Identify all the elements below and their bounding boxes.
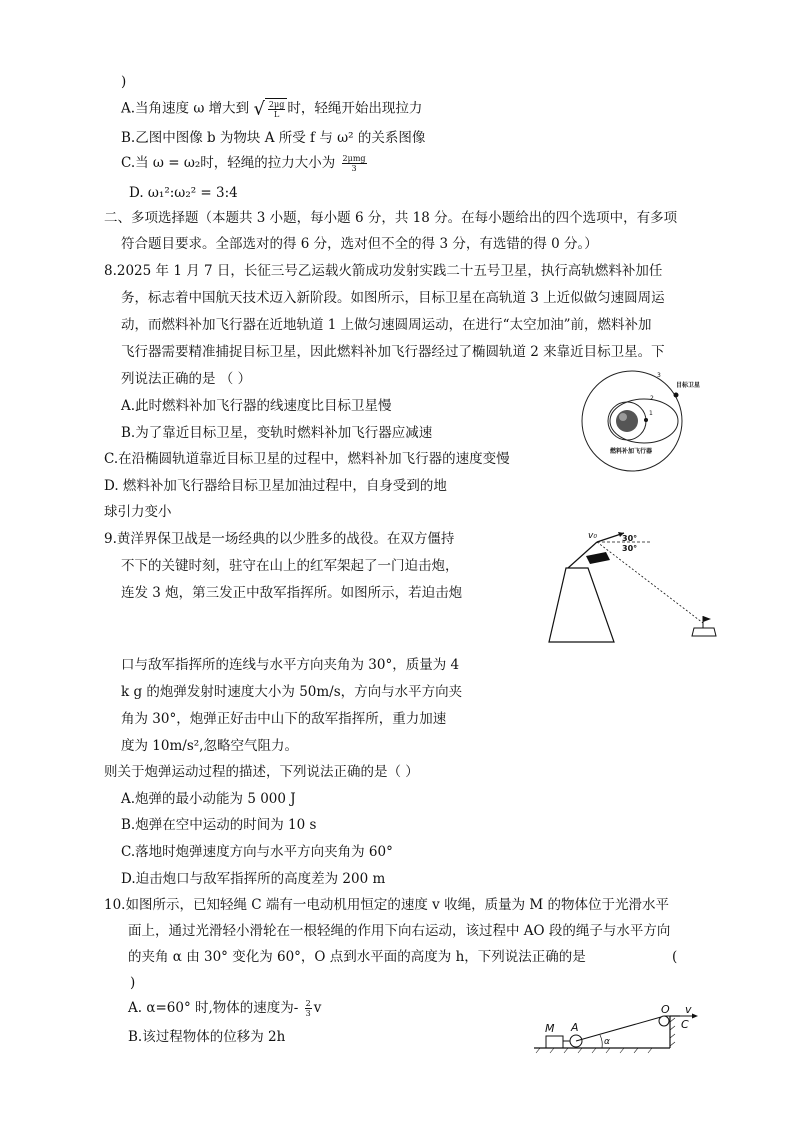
q7-option-a-suffix: 时，轻绳开始出现拉力	[287, 100, 423, 117]
q10-stem-line2: 面上，通过光滑轻小滑轮在一根轻绳的作用下向右运动，该过程中 AO 段的绳子与水平方向	[128, 923, 671, 939]
label-v: v	[685, 1003, 692, 1016]
q10-a-denominator: 3	[305, 1009, 311, 1018]
q7-option-a	[121, 98, 422, 120]
velocity-arrow-head	[692, 1014, 698, 1019]
v0-label: v₀	[588, 531, 597, 541]
label-C: C	[681, 1018, 689, 1031]
q7-c-denominator: 3	[351, 164, 357, 173]
q9-option-b: B.炮弹在空中运动的时间为 10 s	[121, 817, 317, 833]
q8-option-b: B.为了靠近目标卫星，变轨时燃料补加飞行器应减速	[121, 425, 433, 441]
label-O: O	[661, 1003, 670, 1016]
rope-AO	[576, 1017, 661, 1041]
line-of-sight	[597, 542, 703, 623]
block-M	[546, 1036, 563, 1048]
q10-a-numerator: 2	[305, 999, 311, 1008]
q10-stem-line1: 10.如图所示，已知轻绳 C 端有一电动机用恒定的速度 v 收绳，质量为 M 的物体位于光滑水平	[104, 897, 669, 913]
refuel-craft-label: 燃料补加飞行器	[610, 448, 653, 455]
q9-mortar-figure	[540, 528, 730, 650]
q10-stem-line3: 的夹角 α 由 30° 变化为 60°，O 点到水平面的高度为 h，下列说法正确的是	[128, 949, 586, 965]
q7-paren-close: )	[121, 74, 127, 90]
q7-c-numerator: 2μmg	[342, 154, 366, 163]
q7-option-c-prefix: C.当 ω = ω₂时，轻绳的拉力大小为	[121, 155, 340, 171]
q9-stem-line5: k g 的炮弹发射时速度大小为 50m/s，方向与水平方向夹	[121, 684, 463, 700]
q8-stem-line5: 列说法正确的是 （ ）	[121, 371, 252, 387]
q10-option-a-suffix: v	[313, 1000, 322, 1016]
label-alpha: α	[604, 1037, 610, 1047]
ground-hatching	[536, 1048, 652, 1053]
q9-option-c: C.落地时炮弹速度方向与水平方向夹角为 60°	[121, 844, 393, 860]
q8-option-a: A.此时燃料补加飞行器的线速度比目标卫星慢	[121, 398, 392, 414]
label-A: A	[571, 1021, 579, 1034]
section2-heading-line1: 二、多项选择题（本题共 3 小题，每小题 6 分，共 18 分。在每小题给出的四个选项中，有多项	[104, 210, 678, 226]
q10-option-b: B.该过程物体的位移为 2h	[128, 1029, 286, 1045]
q7-option-a-prefix: A.当角速度 ω 增大到	[121, 100, 254, 117]
command-post-base	[692, 628, 716, 636]
q9-stem-line6: 角为 30°，炮弹正好击中山下的敌军指挥所，重力加速	[121, 711, 447, 727]
mountain-shape	[549, 568, 614, 642]
q7-option-b: B.乙图中图像 b 为物块 A 所受 f 与 ω² 的关系图像	[121, 130, 426, 146]
q8-option-c: C.在沿椭圆轨道靠近目标卫星的过程中，燃料补加飞行器的速度变慢	[104, 451, 510, 467]
q7-option-c	[121, 153, 369, 173]
target-satellite-dot	[674, 393, 679, 398]
q10-option-a-prefix: A. α=60° 时,物体的速度为-	[128, 1000, 303, 1016]
q8-option-d-line2: 球引力变小	[104, 504, 172, 520]
flag-icon	[703, 616, 711, 622]
q7-a-numerator: 2μg	[268, 100, 285, 109]
q7-a-denominator: L	[273, 110, 280, 119]
earth-icon	[616, 410, 638, 432]
earth-highlight	[619, 413, 627, 421]
q9-stem-line2: 不下的关键时刻，驻守在山上的红军架起了一门迫击炮，	[121, 558, 459, 574]
q8-orbit-figure	[572, 365, 712, 473]
angle-top-label: 30°	[622, 534, 638, 543]
q9-stem-line7: 度为 10m/s²,忽略空气阻力。	[121, 738, 298, 754]
q8-stem-line4: 飞行器需要精准捕捉目标卫星，因此燃料补加飞行器经过了椭圆轨道 2 来靠近目标卫星。下	[121, 344, 665, 360]
q7-option-d: D. ω₁²:ω₂² = 3:4	[129, 185, 238, 201]
label-M: M	[545, 1022, 555, 1035]
q10-option-a	[128, 998, 321, 1018]
q10-pulley-figure	[530, 1003, 730, 1060]
craft-dot	[644, 418, 648, 422]
q8-stem-line1: 8.2025 年 1 月 7 日，长征三号乙运载火箭成功发射实践二十五号卫星，执行高轨燃料补加任	[104, 263, 663, 279]
q9-option-d: D.迫击炮口与敌军指挥所的高度差为 200 m	[121, 871, 386, 887]
sqrt-symbol: √ $\frac{2\mu g}{L}$	[253, 98, 287, 120]
q9-stem-line8: 则关于炮弹运动过程的描述，下列说法正确的是（ ）	[104, 764, 419, 780]
section2-heading-line2: 符合题目要求。全部选对的得 6 分，选对但不全的得 3 分，有选错的得 0 分。）	[121, 236, 598, 252]
q9-stem-line1: 9.黄洋界保卫战是一场经典的以少胜多的战役。在双方僵持	[104, 531, 455, 547]
q9-stem-line4: 口与敌军指挥所的连线与水平方向夹角为 30°，质量为 4	[121, 657, 460, 673]
mortar-barrel-icon	[586, 552, 610, 564]
target-satellite-label: 目标卫星	[676, 382, 701, 389]
angle-bottom-label: 30°	[622, 544, 638, 553]
q10-paren-close: )	[130, 975, 136, 991]
q9-stem-line3: 连发 3 炮，第三发正中敌军指挥所。如图所示，若迫击炮	[121, 585, 463, 601]
q8-stem-line3: 动，而燃料补加飞行器在近地轨道 1 上做匀速圆周运动，在进行“太空加油”前，燃料补加	[121, 317, 652, 333]
angle-arc	[600, 1035, 602, 1048]
wall-hatching	[670, 1018, 675, 1046]
orbit-3-label: 3	[657, 372, 661, 379]
orbit-2-label: 2	[650, 395, 654, 402]
q8-option-d-line1: D. 燃料补加飞行器给目标卫星加油过程中，自身受到的地	[104, 478, 447, 494]
q8-stem-line2: 务，标志着中国航天技术迈入新阶段。如图所示，目标卫星在高轨道 3 上近似做匀速圆周运	[121, 290, 665, 306]
pulley-O	[659, 1016, 669, 1026]
q9-option-a: A.炮弹的最小动能为 5 000 J	[121, 791, 296, 807]
q10-paren-open: (	[672, 949, 678, 965]
orbit-1-label: 1	[649, 410, 653, 417]
